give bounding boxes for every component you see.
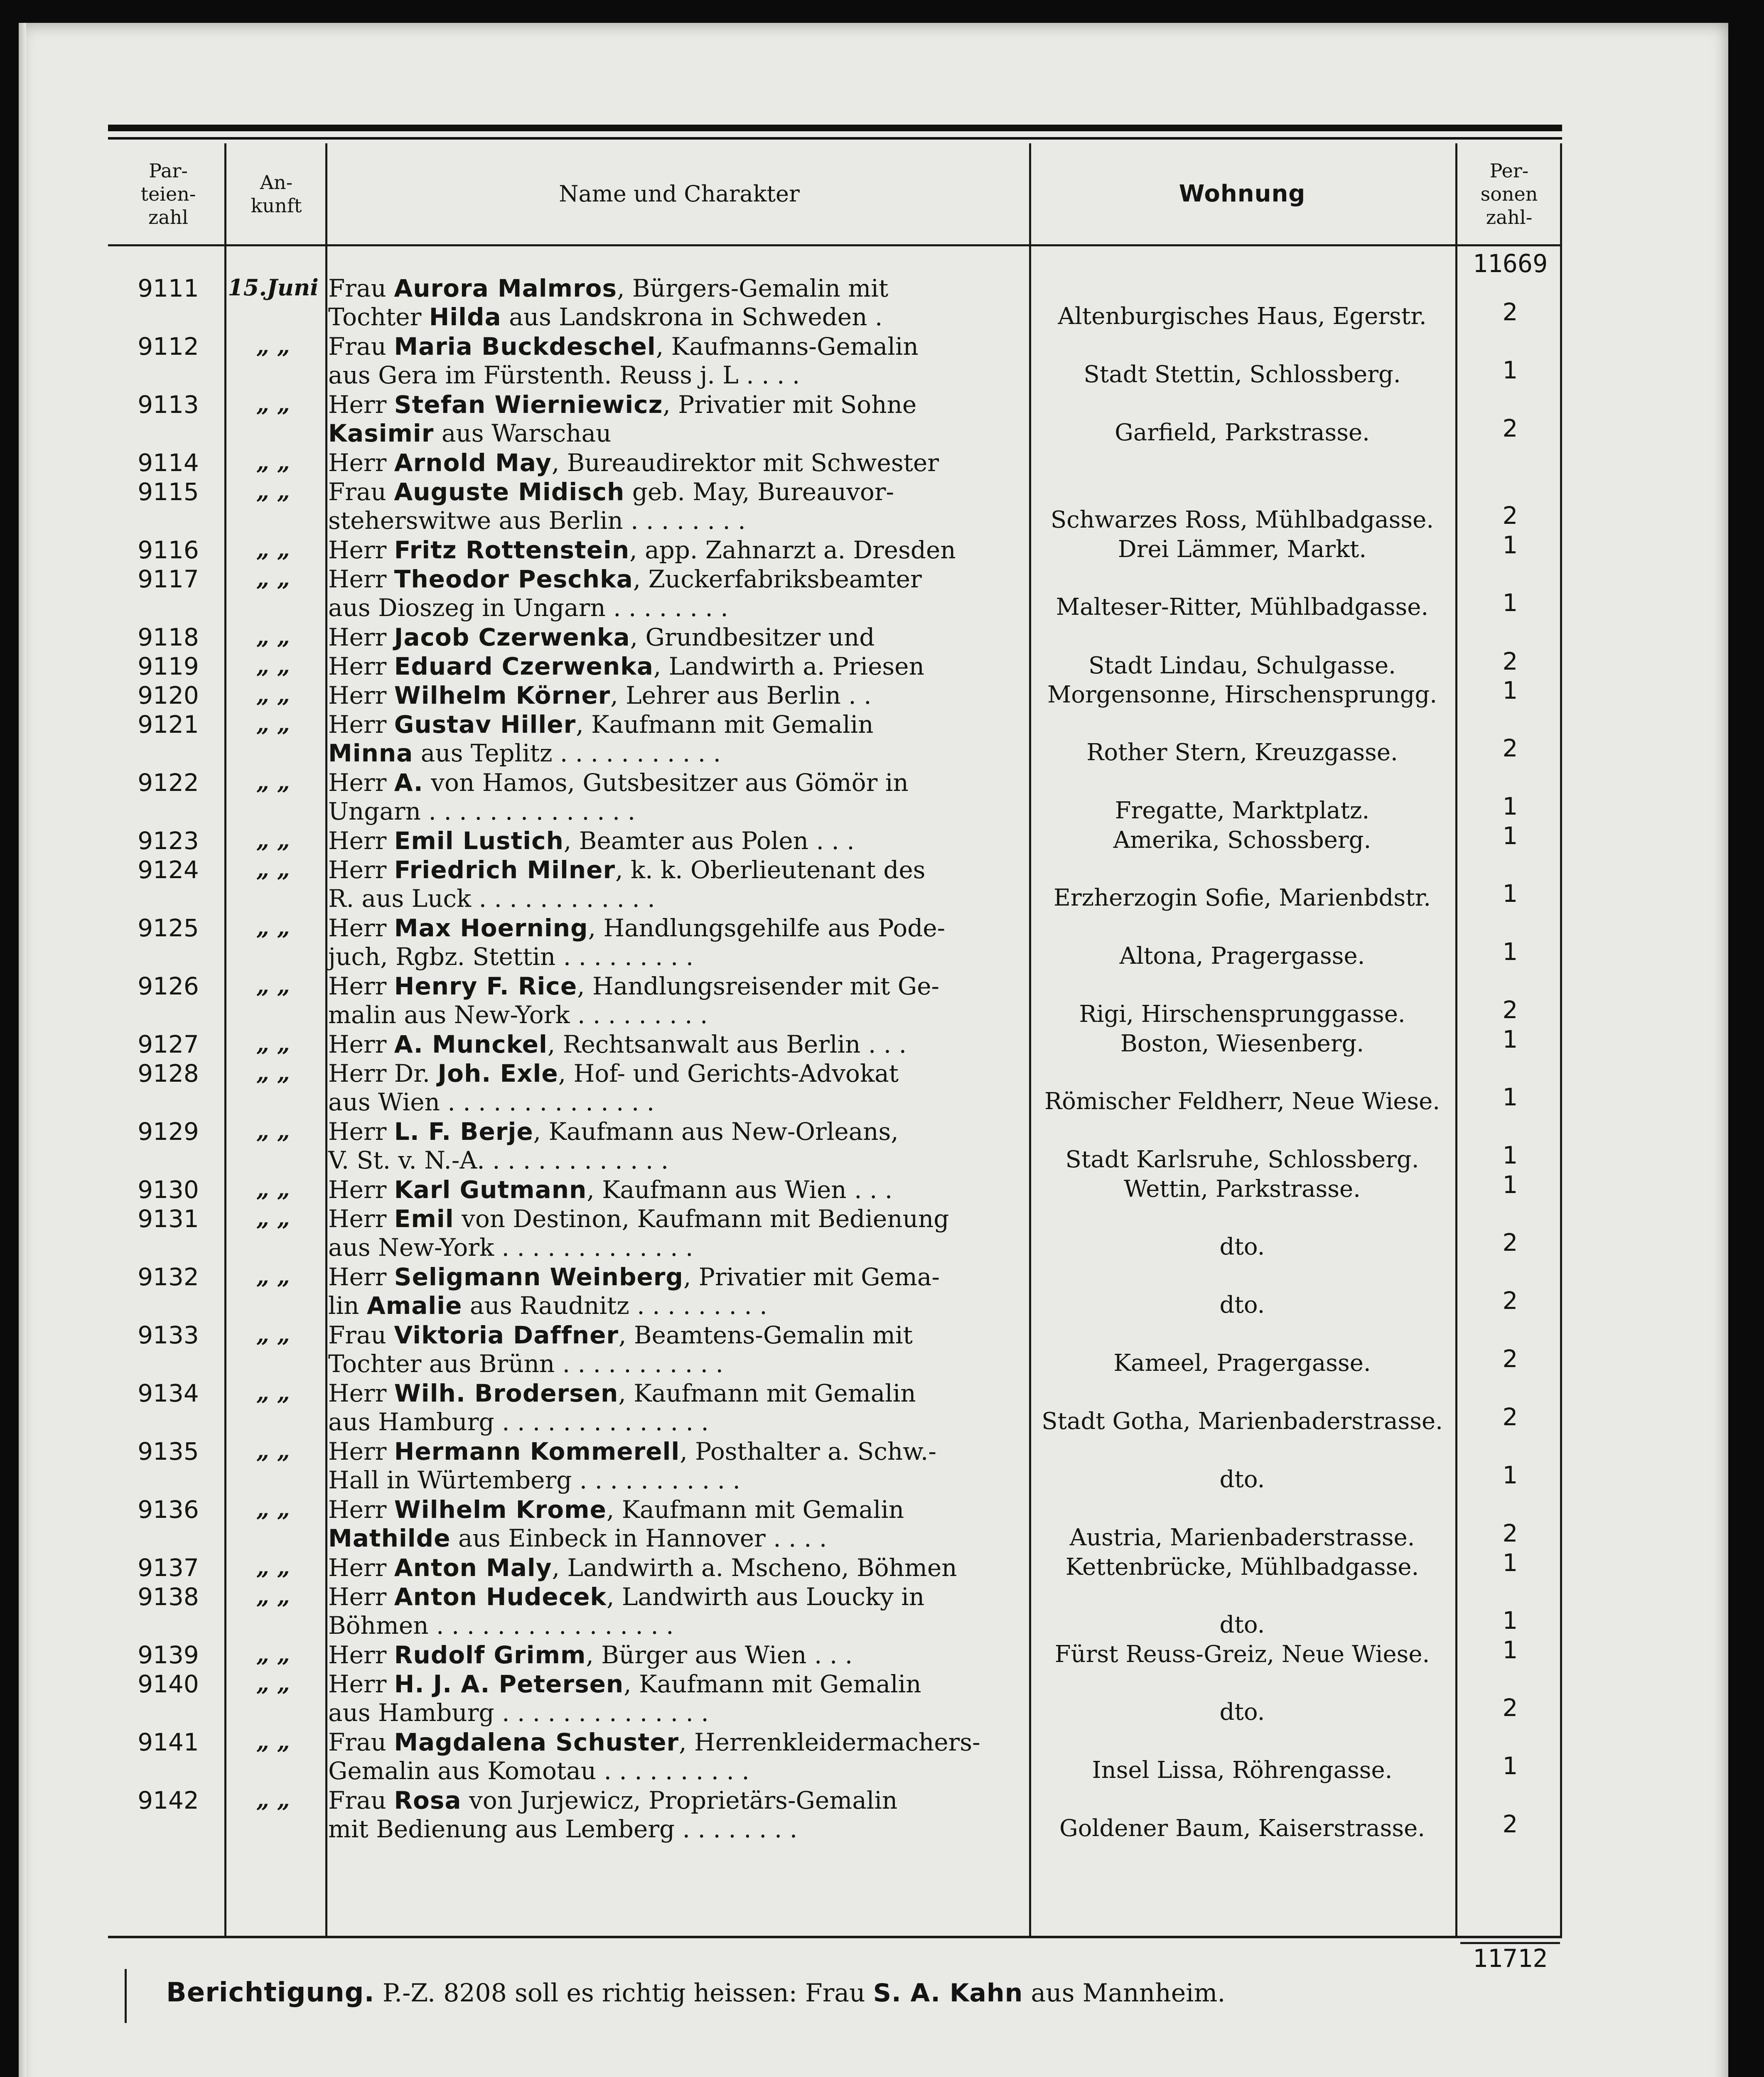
entry-personenzahl: 1 (1502, 1549, 1518, 1577)
entry-wohnung: Drei Lämmer, Markt. (1118, 536, 1367, 563)
entry-personenzahl: 2 (1502, 298, 1518, 326)
entry-personenzahl: 2 (1502, 1228, 1518, 1257)
entry-wohnung: Goldener Baum, Kaiserstrasse. (1059, 1815, 1425, 1842)
entry-parteienzahl: 9133 (138, 1321, 199, 1349)
entry-name: Herr Friedrich Milner, k. k. Oberlieutenant des R. aus Luck . . . . . . . . . . . . (328, 856, 926, 913)
entry-name: Herr Wilhelm Körner, Lehrer aus Berlin . . (328, 681, 872, 710)
entry-parteienzahl: 9112 (138, 332, 199, 361)
entry-name: Herr A. Munckel, Rechtsanwalt aus Berlin . . . (328, 1030, 907, 1058)
entry-personenzahl: 1 (1502, 1606, 1518, 1635)
entry-wohnung: Schwarzes Ross, Mühlbadgasse. (1050, 506, 1434, 533)
entry-wohnung: Garfield, Parkstrasse. (1115, 419, 1370, 446)
entry-ankunft: „ „ (256, 914, 290, 940)
entry-wohnung: Römischer Feldherr, Neue Wiese. (1044, 1088, 1440, 1115)
entry-personenzahl: 1 (1502, 1752, 1518, 1780)
header-wohnung: Wohnung (1179, 180, 1306, 207)
entry-name: Herr Rudolf Grimm, Bürger aus Wien . . . (328, 1641, 853, 1669)
carry-in-total: 11669 (1472, 249, 1548, 278)
entry-parteienzahl: 9134 (138, 1379, 199, 1407)
entry-ankunft: „ „ (256, 652, 290, 679)
entry-ankunft: „ „ (256, 1176, 290, 1202)
entry-name: Herr L. F. Berje, Kaufmann aus New-Orleans, V. St. v. N.-A. . . . . . . . . . . . . (328, 1117, 899, 1174)
entry-parteienzahl: 9125 (138, 914, 199, 942)
entry-personenzahl: 1 (1502, 1083, 1518, 1111)
entry-parteienzahl: 9141 (138, 1728, 199, 1756)
header-ankunft: An- kunft (251, 171, 302, 217)
entry-parteienzahl: 9137 (138, 1554, 199, 1582)
entry-parteienzahl: 9140 (138, 1670, 199, 1698)
entry-personenzahl: 1 (1502, 356, 1518, 384)
entry-personenzahl: 1 (1502, 1025, 1518, 1053)
entry-parteienzahl: 9118 (138, 623, 199, 651)
column-rule (1455, 143, 1457, 1938)
entry-parteienzahl: 9124 (138, 856, 199, 884)
entry-name: Herr Gustav Hiller, Kaufmann mit Gemalin Minna aus Teplitz . . . . . . . . . . . (328, 710, 874, 767)
entry-name: Herr A. von Hamos, Gutsbesitzer aus Gömör in Ungarn . . . . . . . . . . . . . . (328, 768, 909, 825)
entry-name: Frau Auguste Midisch geb. May, Bureauvor- steherswitwe aus Berlin . . . . . . . . (328, 478, 894, 535)
entry-wohnung: dto. (1219, 1466, 1265, 1493)
entry-personenzahl: 2 (1502, 734, 1518, 762)
entry-ankunft: „ „ (256, 1495, 290, 1522)
entry-wohnung: Stadt Gotha, Marienbaderstrasse. (1042, 1408, 1443, 1435)
entry-wohnung: Austria, Marienbaderstrasse. (1069, 1524, 1415, 1551)
entry-ankunft: „ „ (256, 1263, 290, 1289)
entry-ankunft: „ „ (256, 768, 290, 795)
entry-name: Frau Aurora Malmros, Bürgers-Gemalin mit Tochter Hilda aus Landskrona in Schweden . (328, 274, 889, 331)
entry-name: Herr Emil Lustich, Beamter aus Polen . . . (328, 827, 855, 855)
entry-personenzahl: 1 (1502, 879, 1518, 908)
entry-ankunft: „ „ (256, 1205, 290, 1231)
entry-ankunft: „ „ (256, 1786, 290, 1813)
entry-wohnung: Kettenbrücke, Mühlbadgasse. (1065, 1554, 1419, 1581)
entry-personenzahl: 1 (1502, 1171, 1518, 1199)
entry-ankunft: „ „ (256, 1379, 290, 1406)
entry-personenzahl: 2 (1502, 1519, 1518, 1547)
entry-personenzahl: 1 (1502, 938, 1518, 966)
entry-ankunft: „ „ (256, 390, 290, 417)
entry-name: Frau Magdalena Schuster, Herrenkleidermachers- Gemalin aus Komotau . . . . . . . . . . (328, 1728, 980, 1785)
entry-parteienzahl: 9139 (138, 1641, 199, 1669)
correction-text: P.-Z. 8208 soll es richtig heissen: Frau (374, 1979, 873, 2008)
entry-wohnung: Stadt Lindau, Schulgasse. (1088, 652, 1396, 679)
grand-total: 11712 (1460, 1942, 1560, 1973)
entry-name: Herr Wilhelm Krome, Kaufmann mit Gemalin Mathilde aus Einbeck in Hannover . . . . (328, 1495, 904, 1552)
entry-parteienzahl: 9116 (138, 536, 199, 564)
entry-ankunft: „ „ (256, 565, 290, 592)
header-rule-thick (108, 125, 1562, 131)
entry-ankunft: „ „ (256, 1059, 290, 1086)
entry-personenzahl: 2 (1502, 1694, 1518, 1722)
scan-edge-left (19, 23, 26, 2077)
entry-ankunft: „ „ (256, 1583, 290, 1609)
entry-ankunft: 15.Juni (228, 274, 319, 301)
entry-name: Herr H. J. A. Petersen, Kaufmann mit Gemalin aus Hamburg . . . . . . . . . . . . . . (328, 1670, 921, 1727)
entry-ankunft: „ „ (256, 449, 290, 475)
entry-name: Herr Seligmann Weinberg, Privatier mit Gema- lin Amalie aus Raudnitz . . . . . . . . . (328, 1263, 940, 1320)
entry-personenzahl: 1 (1502, 589, 1518, 617)
entry-parteienzahl: 9136 (138, 1495, 199, 1524)
entry-ankunft: „ „ (256, 1030, 290, 1057)
header-name-und-charakter: Name und Charakter (559, 180, 800, 207)
entry-wohnung: Rother Stern, Kreuzgasse. (1086, 739, 1398, 766)
entry-name: Herr Stefan Wierniewicz, Privatier mit Sohne Kasimir aus Warschau (328, 390, 917, 447)
entry-personenzahl: 2 (1502, 996, 1518, 1024)
entry-parteienzahl: 9138 (138, 1583, 199, 1611)
entry-ankunft: „ „ (256, 1321, 290, 1348)
entry-name: Frau Viktoria Daffner, Beamtens-Gemalin mit Tochter aus Brünn . . . . . . . . . . . (328, 1321, 913, 1378)
entry-name: Frau Rosa von Jurjewicz, Proprietärs-Gemalin mit Bedienung aus Lemberg . . . . . . . . (328, 1786, 898, 1843)
entry-parteienzahl: 9119 (138, 652, 199, 680)
entry-wohnung: dto. (1219, 1233, 1265, 1260)
entry-name: Herr Theodor Peschka, Zuckerfabriksbeamter aus Dioszeg in Ungarn . . . . . . . . (328, 565, 922, 622)
entry-parteienzahl: 9113 (138, 390, 199, 419)
entry-parteienzahl: 9127 (138, 1030, 199, 1058)
entry-name: Herr Hermann Kommerell, Posthalter a. Schw.- Hall in Würtemberg . . . . . . . . . . . (328, 1437, 936, 1494)
entry-ankunft: „ „ (256, 623, 290, 650)
entry-wohnung: Stadt Karlsruhe, Schlossberg. (1065, 1146, 1419, 1173)
entry-parteienzahl: 9132 (138, 1263, 199, 1291)
entry-parteienzahl: 9130 (138, 1176, 199, 1204)
entry-name: Herr Henry F. Rice, Handlungsreisender mit Ge- malin aus New-York . . . . . . . . . (328, 972, 940, 1029)
entry-personenzahl: 2 (1502, 1810, 1518, 1838)
entry-wohnung: Fregatte, Marktplatz. (1115, 797, 1370, 824)
entry-wohnung: dto. (1219, 1699, 1265, 1726)
correction-name: S. A. Kahn (873, 1979, 1023, 2008)
entry-name: Herr Jacob Czerwenka, Grundbesitzer und (328, 623, 875, 651)
entry-personenzahl: 1 (1502, 1636, 1518, 1664)
entry-parteienzahl: 9121 (138, 710, 199, 739)
entry-parteienzahl: 9126 (138, 972, 199, 1000)
entry-ankunft: „ „ (256, 1117, 290, 1144)
correction-note (166, 1977, 1225, 2008)
entry-wohnung: Erzherzogin Sofie, Marienbdstr. (1053, 884, 1431, 911)
header-rule-thin (108, 137, 1562, 140)
entry-name: Herr Anton Maly, Landwirth a. Mscheno, Böhmen (328, 1554, 957, 1582)
entry-ankunft: „ „ (256, 1728, 290, 1755)
entry-parteienzahl: 9122 (138, 768, 199, 797)
entry-name: Herr Karl Gutmann, Kaufmann aus Wien . . . (328, 1176, 893, 1204)
entry-ankunft: „ „ (256, 1670, 290, 1696)
entry-ankunft: „ „ (256, 478, 290, 504)
entry-personenzahl: 1 (1502, 531, 1518, 559)
entry-personenzahl: 2 (1502, 1345, 1518, 1373)
entry-name: Herr Max Hoerning, Handlungsgehilfe aus Pode- juch, Rgbz. Stettin . . . . . . . . . (328, 914, 946, 971)
entry-personenzahl: 2 (1502, 414, 1518, 442)
entry-wohnung: Altenburgisches Haus, Egerstr. (1058, 303, 1427, 330)
entry-ankunft: „ „ (256, 827, 290, 853)
entry-wohnung: Fürst Reuss-Greiz, Neue Wiese. (1054, 1641, 1430, 1668)
entry-wohnung: dto. (1219, 1291, 1265, 1318)
header-personenzahl: Per- sonen zahl- (1480, 159, 1538, 228)
entry-personenzahl: 2 (1502, 647, 1518, 675)
entry-parteienzahl: 9131 (138, 1205, 199, 1233)
entry-ankunft: „ „ (256, 536, 290, 562)
entry-wohnung: Wettin, Parkstrasse. (1124, 1176, 1361, 1203)
entry-wohnung: Kameel, Pragergasse. (1113, 1350, 1371, 1377)
entry-wohnung: Amerika, Schossberg. (1113, 827, 1371, 854)
entry-wohnung: Insel Lissa, Röhrengasse. (1092, 1757, 1393, 1784)
entry-personenzahl: 1 (1502, 1461, 1518, 1489)
margin-rule (125, 1969, 127, 2023)
entry-ankunft: „ „ (256, 710, 290, 737)
entry-parteienzahl: 9135 (138, 1437, 199, 1466)
header-parteienzahl: Par- teien- zahl (140, 159, 196, 228)
correction-tail: aus Mannheim. (1023, 1979, 1226, 2008)
entry-ankunft: „ „ (256, 681, 290, 708)
entry-wohnung: Morgensonne, Hirschensprungg. (1047, 681, 1437, 708)
entry-personenzahl: 2 (1502, 1286, 1518, 1315)
entry-parteienzahl: 9142 (138, 1786, 199, 1814)
entry-personenzahl: 2 (1502, 1403, 1518, 1431)
entry-parteienzahl: 9123 (138, 827, 199, 855)
entry-name: Herr Wilh. Brodersen, Kaufmann mit Gemalin aus Hamburg . . . . . . . . . . . . . . (328, 1379, 916, 1436)
entry-name: Herr Emil von Destinon, Kaufmann mit Bedienung aus New-York . . . . . . . . . . . . . (328, 1205, 949, 1262)
entry-name: Herr Eduard Czerwenka, Landwirth a. Priesen (328, 652, 924, 680)
entry-personenzahl: 1 (1502, 792, 1518, 820)
entry-wohnung: Stadt Stettin, Schlossberg. (1083, 361, 1401, 388)
entry-ankunft: „ „ (256, 1554, 290, 1580)
entry-parteienzahl: 9129 (138, 1117, 199, 1146)
entry-ankunft: „ „ (256, 972, 290, 999)
entry-name: Herr Dr. Joh. Exle, Hof- und Gerichts-Advokat aus Wien . . . . . . . . . . . . . . (328, 1059, 899, 1116)
entry-ankunft: „ „ (256, 1437, 290, 1464)
entry-ankunft: „ „ (256, 1641, 290, 1667)
entry-parteienzahl: 9128 (138, 1059, 199, 1088)
entry-wohnung: Altona, Pragergasse. (1119, 943, 1365, 970)
entry-wohnung: Malteser-Ritter, Mühlbadgasse. (1056, 594, 1429, 621)
entry-wohnung: dto. (1219, 1611, 1265, 1638)
entry-parteienzahl: 9115 (138, 478, 199, 506)
entry-name: Herr Anton Hudecek, Landwirth aus Loucky in Böhmen . . . . . . . . . . . . . . . . (328, 1583, 925, 1640)
entry-name: Frau Maria Buckdeschel, Kaufmanns-Gemalin aus Gera im Fürstenth. Reuss j. L . . . . (328, 332, 919, 389)
entry-ankunft: „ „ (256, 856, 290, 882)
entry-name: Herr Arnold May, Bureaudirektor mit Schwester (328, 449, 939, 477)
entry-wohnung: Rigi, Hirschensprunggasse. (1079, 1001, 1405, 1028)
correction-label: Berichtigung. (166, 1977, 375, 2008)
column-rule (325, 143, 327, 1938)
entry-parteienzahl: 9117 (138, 565, 199, 593)
entry-personenzahl: 1 (1502, 676, 1518, 705)
entry-wohnung: Boston, Wiesenberg. (1120, 1030, 1364, 1057)
entry-parteienzahl: 9114 (138, 449, 199, 477)
entry-personenzahl: 1 (1502, 822, 1518, 850)
entry-parteienzahl: 9120 (138, 681, 199, 710)
entry-name: Herr Fritz Rottenstein, app. Zahnarzt a. Dresden (328, 536, 956, 564)
entry-parteienzahl: 9111 (138, 274, 199, 302)
entry-ankunft: „ „ (256, 332, 290, 359)
entry-personenzahl: 1 (1502, 1141, 1518, 1169)
entry-personenzahl: 2 (1502, 501, 1518, 530)
